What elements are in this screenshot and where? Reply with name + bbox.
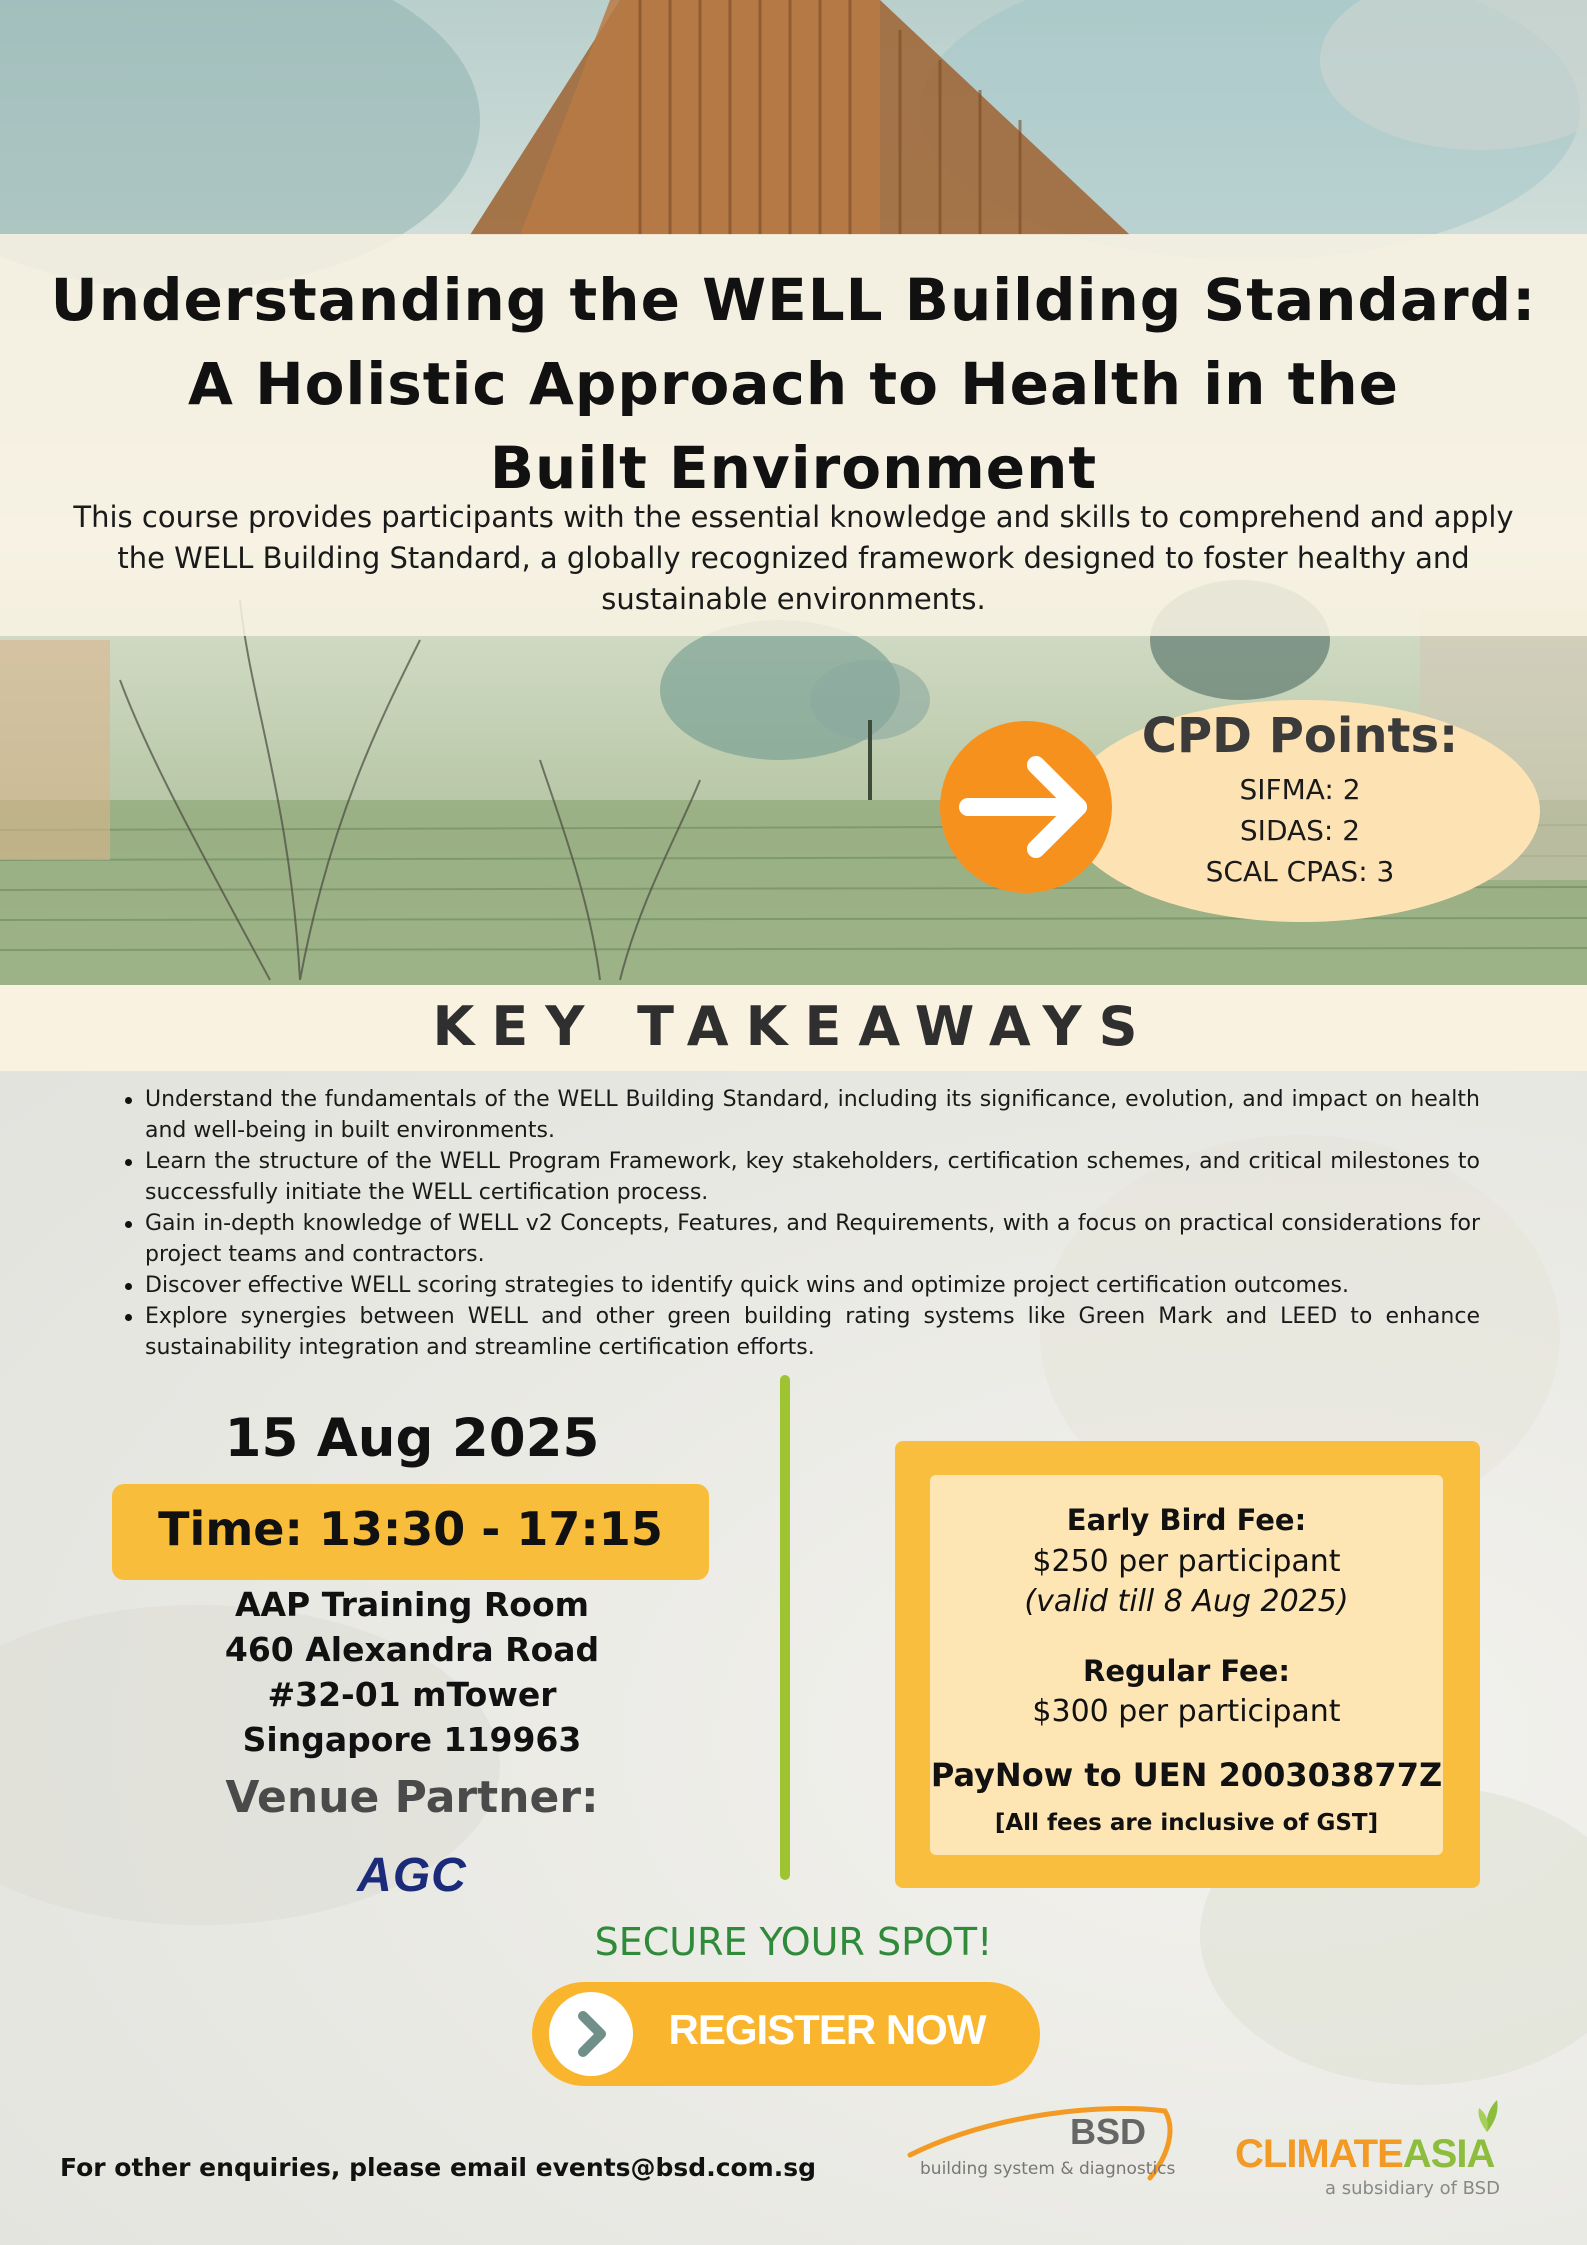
title-line-3: Built Environment xyxy=(489,434,1098,502)
agc-logo: AGC xyxy=(357,1849,467,1902)
swoosh-icon xyxy=(905,2103,1190,2193)
climate-asia-wordmark xyxy=(1235,2132,1494,2177)
secure-your-spot: SECURE YOUR SPOT! xyxy=(594,1920,993,1964)
register-now-label[interactable]: REGISTER NOW xyxy=(668,2006,986,2053)
cpd-line-sifma: SIFMA: 2 xyxy=(1239,773,1361,806)
venue-line-postal: Singapore 119963 xyxy=(242,1720,582,1759)
cpd-line-scal: SCAL CPAS: 3 xyxy=(1205,855,1395,888)
list-item: Explore synergies between WELL and other green building rating systems like Green Mark and LEED to enhance sustainability integration and streamline certification efforts. xyxy=(145,1301,1480,1363)
title-line-2: A Holistic Approach to Health in the xyxy=(188,350,1399,418)
course-intro: This course provides participants with the essential knowledge and skills to comprehend and apply the WELL Building Standard, a globally recognized framework designed to foster healthy and sustainable environments. xyxy=(73,500,1514,616)
climate-asia-logo xyxy=(1235,2098,1535,2198)
course-title xyxy=(40,258,1547,510)
bsd-logo xyxy=(905,2103,1190,2193)
venue-line-street: 460 Alexandra Road xyxy=(224,1630,600,1669)
list-item: Gain in-depth knowledge of WELL v2 Concepts, Features, and Requirements, with a focus on practical considerations for project teams and contractors. xyxy=(145,1208,1480,1270)
regular-fee-price: $300 per participant xyxy=(1032,1694,1341,1729)
venue-line-room: AAP Training Room xyxy=(234,1585,590,1624)
cpd-line-sidas: SIDAS: 2 xyxy=(1239,814,1361,847)
title-line-1: Understanding the WELL Building Standard: xyxy=(50,266,1537,334)
venue-partner-label: Venue Partner: xyxy=(225,1772,599,1823)
cpd-title: CPD Points: xyxy=(1141,708,1459,764)
bsd-logo-subtitle: building system & diagnostics xyxy=(920,2159,1176,2179)
climate-word: CLIMATE xyxy=(1235,2132,1403,2176)
early-bird-label: Early Bird Fee: xyxy=(1066,1503,1307,1537)
arrow-right-icon xyxy=(940,721,1112,893)
enquiry-text: For other enquiries, please email events@bsd.com.sg xyxy=(60,2153,817,2182)
vertical-divider xyxy=(780,1375,790,1880)
early-bird-price: $250 per participant xyxy=(1032,1544,1341,1579)
list-item: Discover effective WELL scoring strategies to identify quick wins and optimize project certification outcomes. xyxy=(145,1270,1480,1301)
key-takeaways-list xyxy=(145,1084,1480,1363)
regular-fee-label: Regular Fee: xyxy=(1083,1654,1290,1688)
list-item: Understand the fundamentals of the WELL Building Standard, including its significance, evolution, and impact on health and well-being in built environments. xyxy=(145,1084,1480,1146)
leaf-icon xyxy=(1467,2098,1507,2134)
asia-word: ASIA xyxy=(1402,2132,1495,2176)
chevron-right-icon[interactable] xyxy=(549,1992,633,2076)
event-date: 15 Aug 2025 xyxy=(224,1408,600,1469)
gst-note: [All fees are inclusive of GST] xyxy=(994,1810,1379,1836)
venue-line-unit: #32-01 mTower xyxy=(267,1675,557,1714)
list-item: Learn the structure of the WELL Program Framework, key stakeholders, certification schemes, and critical milestones to successfully initiate the WELL certification process. xyxy=(145,1146,1480,1208)
bsd-logo-text: BSD xyxy=(1070,2111,1147,2152)
paynow-uen: PayNow to UEN 200303877Z xyxy=(930,1756,1443,1794)
climate-asia-subtitle: a subsidiary of BSD xyxy=(1325,2178,1500,2199)
event-time: Time: 13:30 - 17:15 xyxy=(158,1502,663,1556)
early-bird-validity: (valid till 8 Aug 2025) xyxy=(1024,1584,1349,1619)
key-takeaways-heading: KEY TAKEAWAYS xyxy=(432,995,1155,1058)
